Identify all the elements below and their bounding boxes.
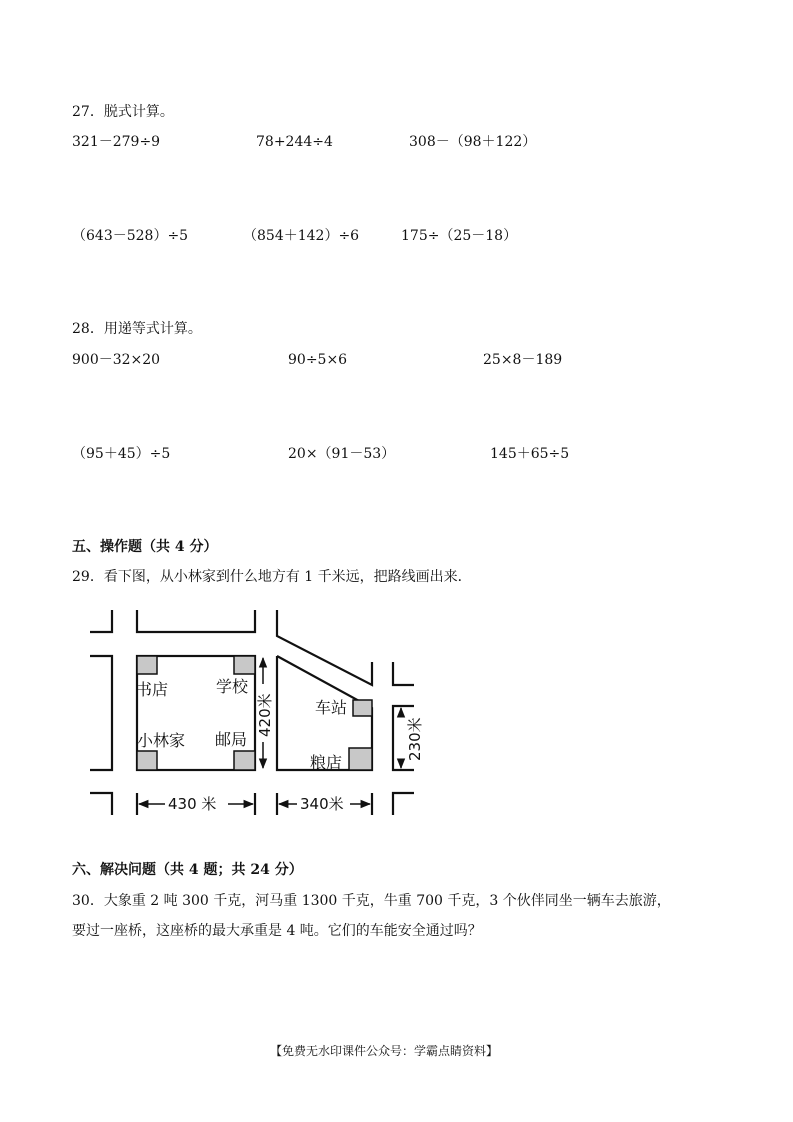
q29-title: 29．看下图，从小林家到什么地方有 1 千米远，把路线画出来． — [72, 569, 472, 585]
street-block-top — [137, 610, 255, 632]
street-corner-right — [393, 662, 414, 685]
station-label: 车站 — [315, 698, 348, 717]
section5-heading: 五、操作题（共 4 分） — [72, 539, 218, 555]
station-building — [353, 700, 372, 716]
dimension-230-label: 230米 — [406, 717, 424, 761]
section6-heading: 六、解决问题（共 4 题；共 24 分） — [72, 862, 303, 878]
home-building — [137, 751, 157, 770]
q27-expr-5: （854＋142）÷6 — [243, 228, 360, 244]
street-corner-bottom-left — [90, 793, 112, 815]
home-label: 小林家 — [137, 731, 186, 750]
q27-expr-3: 308－（98＋122） — [409, 134, 537, 150]
dimension-430-label: 430 米 — [168, 795, 217, 813]
diagonal-road-edge — [277, 610, 372, 685]
q28-title: 28．用递等式计算。 — [72, 321, 202, 337]
street-block-left — [90, 656, 112, 770]
q30-line-2: 要过一座桥，这座桥的最大承重是 4 吨。它们的车能安全通过吗？ — [72, 923, 482, 939]
q28-expr-2: 90÷5×6 — [288, 352, 348, 368]
street-corner-top-left — [90, 610, 112, 632]
street-corner-bottom-right — [393, 793, 414, 815]
q28-expr-5: 20×（91－53） — [288, 446, 396, 462]
q27-title: 27．脱式计算。 — [72, 104, 174, 120]
dimension-420-label: 420米 — [256, 693, 274, 737]
school-building — [234, 656, 255, 674]
q30-line-1: 30．大象重 2 吨 300 千克，河马重 1300 千克，牛重 700 千克，3 个伙伴同坐一辆车去旅游， — [72, 893, 671, 909]
bookstore-label: 书店 — [136, 680, 169, 699]
page-footer: 【免费无水印课件公众号：学霸点睛资料】 — [270, 1044, 499, 1058]
q28-expr-1: 900－32×20 — [72, 352, 161, 368]
q27-expr-2: 78+244÷4 — [256, 134, 333, 150]
q28-expr-6: 145＋65÷5 — [490, 446, 570, 462]
post-office-label: 邮局 — [215, 730, 248, 749]
school-label: 学校 — [216, 677, 249, 696]
q28-expr-4: （95＋45）÷5 — [72, 446, 171, 462]
bookstore-building — [137, 656, 157, 674]
grain-store-label: 粮店 — [310, 753, 343, 772]
q27-expr-1: 321－279÷9 — [72, 134, 161, 150]
grain-store-building — [349, 748, 372, 770]
dimension-340-label: 340米 — [300, 795, 344, 813]
q27-expr-4: （643－528）÷5 — [72, 228, 189, 244]
q27-expr-6: 175÷（25－18） — [401, 228, 518, 244]
q28-expr-3: 25×8－189 — [483, 352, 563, 368]
post-office-building — [234, 751, 255, 770]
